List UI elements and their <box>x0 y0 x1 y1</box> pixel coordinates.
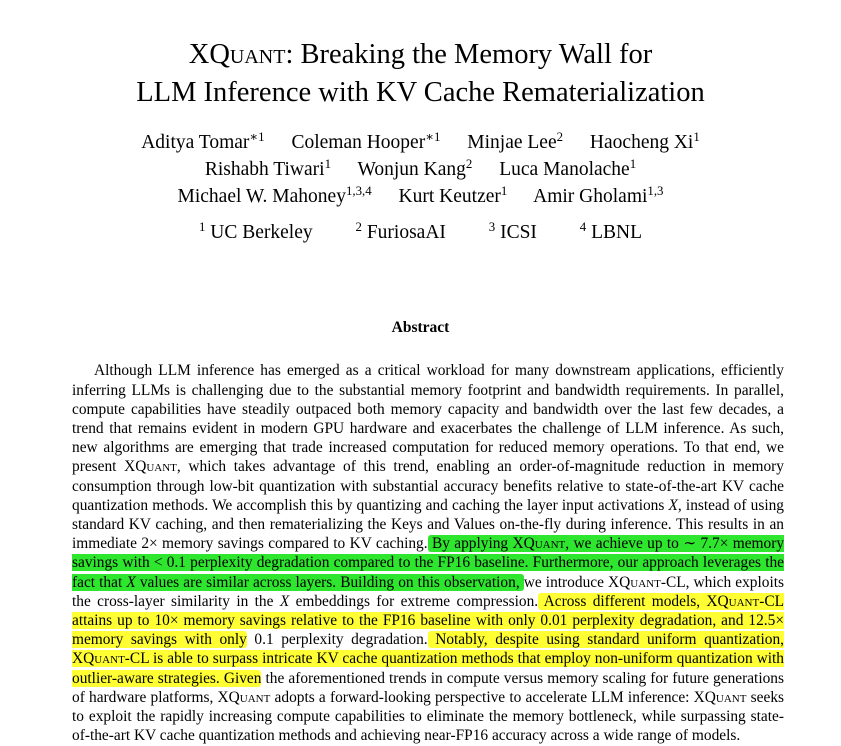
affiliation: $^3$ ICSI <box>488 219 537 243</box>
affiliation: $^1$ UC Berkeley <box>198 219 313 243</box>
highlight-green: By applying XQuant, we achieve up to ∼ 7.7× memory savings with < 0.1 perplexity degradation compared to the FP16 baseline. Furthermore, our approach leverages the fact that X values are similar across layers. Building on this observation, <box>72 535 785 591</box>
title-line-2: LLM Inference with KV Cache Rematerialization <box>136 77 705 108</box>
author: Aditya Tomar$^{∗1}$ <box>141 129 265 153</box>
affiliations <box>0 220 841 247</box>
author: Coleman Hooper$^{∗1}$ <box>291 129 441 153</box>
paper-title <box>0 36 841 112</box>
author: Michael W. Mahoney$^{1,3,4}$ <box>177 183 372 207</box>
abstract-heading: Abstract <box>391 319 450 336</box>
title-line-1-rest: : Breaking the Memory Wall for <box>285 39 653 70</box>
author: Wonjun Kang$^2$ <box>357 156 473 180</box>
author-row <box>0 157 841 184</box>
author-row <box>0 130 841 157</box>
author: Rishabh Tiwari$^1$ <box>204 156 332 180</box>
title-line-1 <box>189 39 653 70</box>
highlight-yellow: Notably, despite using standard uniform quantization, XQuant-CL is able to surpass intricate KV cache quantization methods that employ non-uniform quantization with outlier-aware strategies. Given <box>72 631 784 687</box>
author-row <box>0 184 841 211</box>
title-xq-smallcaps: uant <box>229 39 286 70</box>
author: Minjae Lee$^2$ <box>467 129 564 153</box>
highlight-yellow: Across different models, XQuant-CL attains up to 10× memory savings relative to the FP16 baseline with only 0.01 perplexity degradation, and 12.5× memory savings with only <box>72 592 784 649</box>
title-xq: XQ <box>188 39 230 70</box>
author: Haocheng Xi$^1$ <box>589 129 700 153</box>
affiliation: $^2$ FuriosaAI <box>355 219 446 243</box>
author: Luca Manolache$^1$ <box>499 156 637 180</box>
affiliation: $^4$ LBNL <box>579 219 643 243</box>
author: Kurt Keutzer$^1$ <box>398 183 508 207</box>
author-list <box>0 130 841 211</box>
abstract-body: Although LLM inference has emerged as a critical workload for many downstream applications, efficiently inferring LLMs is challenging due to the substantial memory footprint and bandwidth requirements. In parallel, compute capabilities have steadily outpaced both memory capacity and bandwidth over the last few decades, a trend that remains evident in modern GPU hardware and exacerbates the challenge of LLM inference. As such, new algorithms are emerging that trade increased computation for reduced memory operations. To that end, we present XQuant, which takes advantage of this trend, enabling an order-of-magnitude reduction in memory consumption through low-bit quantization with substantial accuracy benefits relative to state-of-the-art KV cache quantization methods. We accomplish this by quantizing and caching the layer input activations X, instead of using standard KV caching, and then rematerializing the Keys and Values on-the-fly during inference. This results in an immediate 2× memory savings compared to KV caching. By applying XQuant, we achieve up to ∼ 7.7× memory savings with < 0.1 perplexity degradation compared to the FP16 baseline. Furthermore, our approach leverages the fact that X values are similar across layers. Building on this observation, we introduce XQuant-CL, which exploits the cross-layer similarity in the X embeddings for extreme compression. Across different models, XQuant-CL attains up to 10× memory savings relative to the FP16 baseline with only 0.01 perplexity degradation, and 12.5× memory savings with only 0.1 perplexity degradation. Notably, despite using standard uniform quantization, XQuant-CL is able to surpass intricate KV cache quantization methods that employ non-uniform quantization with outlier-aware strategies. Given the aforementioned trends in compute versus memory scaling for future generations of hardware platforms, XQuant adopts a forward-looking perspective to accelerate LLM inference: XQuant seeks to exploit the rapidly increasing compute capabilities to eliminate the memory bottleneck, while surpassing state-of-the-art KV cache quantization methods and achieving near-FP16 accuracy across a wide range of models. <box>72 362 785 745</box>
author: Amir Gholami$^{1,3}$ <box>533 183 664 207</box>
